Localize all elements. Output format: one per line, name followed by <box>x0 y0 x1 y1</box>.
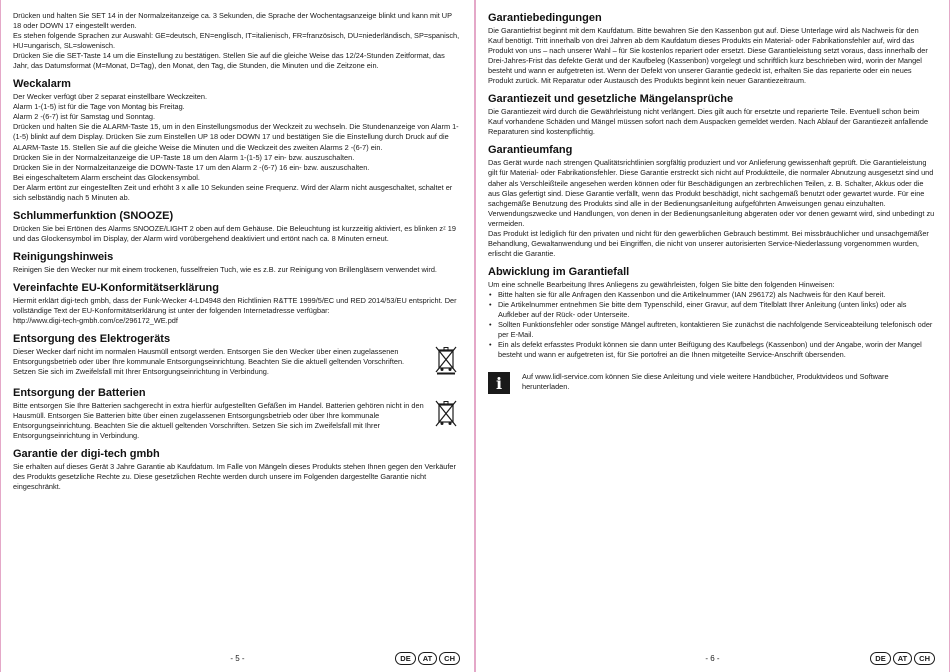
warranty-scope-paragraph: Das Produkt ist lediglich für den privaten und nicht für den gewerblichen Gebrauch bestimmt. Bei missbräuchlicher und unsachgemäßer Behandlung, Gewaltanwendung und bei Eingriffen, die nicht von unserer autorisierten Service-Niederlassung vorgenommen wurden, erlischt die Garantie. <box>488 228 929 258</box>
section-heading-cleaning: Reinigungshinweis <box>13 250 114 263</box>
weckalarm-paragraph: Drücken Sie in der Normalzeitanzeige die DOWN-Taste 17 um den Alarm 2 -(6-7) 16 ein- bzw. auszuschalten. <box>13 162 370 172</box>
info-note <box>488 372 935 394</box>
list-item: • Bitte halten sie für alle Anfragen den Kassenbon und die Artikelnummer (IAN 296172) als Nachweis für den Kauf bereit. <box>488 290 935 300</box>
eu-conformity-url: http://www.digi-tech-gmbh.com/ce/296172_WE.pdf <box>13 316 178 326</box>
eu-conformity-paragraph: Hiermit erklärt digi-tech gmbh, dass der Funk-Wecker 4-LD4948 den Richtlinien R&TTE 1999/5/EC und RED 2014/53/EU entspricht. Der vollständige Text der EU-Konformitätserklärung ist unter der folgenden Internetadresse verfügbar: <box>13 295 457 315</box>
crossed-out-bin-icon <box>434 399 460 434</box>
battery-disposal-block <box>13 401 460 441</box>
battery-disposal-paragraph: Bitte entsorgen Sie Ihre Batterien sachgerecht in extra hierfür aufgestellten Gefäßen im Handel. Batterien gehören nicht in den Hausmüll. Entsorgen Sie Batterien bitte über einen zugelassenen Entsorgungsbetrieb oder über Ihre kommunale Entsorgungseinrichtung. Beachten Sie die aktuell geltenden Vorschriften. Setzen Sie sich im Zweifelsfall mit Ihrer Entsorgungseinrichtung in Verbindung. <box>13 401 424 441</box>
section-heading-warranty-processing: Abwicklung im Garantiefall <box>488 265 630 278</box>
weckalarm-paragraph: Alarm 2 -(6-7) ist für Samstag und Sonntag. <box>13 112 156 122</box>
country-badge: DE <box>870 652 890 665</box>
country-badge: AT <box>418 652 437 665</box>
snooze-paragraph: Drücken Sie bei Ertönen des Alarms SNOOZE/LIGHT 2 oben auf dem Gehäuse. Die Beleuchtung ist kurzzeitig aktiviert, es blinken zᶻ 19 und das Glockensymbol im Display, der Alarm wird vorübergehend deaktiviert und ertönt nach ca. 8 Minuten erneut. <box>13 223 456 243</box>
weckalarm-paragraph: Drücken Sie in der Normalzeitanzeige die UP-Taste 18 um den Alarm 1-(1-5) 17 ein- bzw. auszuschalten. <box>13 152 355 162</box>
section-heading-battery-disposal: Entsorgung der Batterien <box>13 387 146 400</box>
country-badge: DE <box>395 652 415 665</box>
warranty-scope-paragraph: Das Gerät wurde nach strengen Qualitätsrichtlinien sorgfältig produziert und vor Anlieferung gewissenhaft geprüft. Die Garantieleistung gilt für Material- oder Fabrikationsfehler. Diese Garantie erstreckt sich nicht auf Produktteile, die normaler Abnutzung ausgesetzt sind und daher als Verschleißteile angesehen werden können oder für Beschädigungen an zerbrechlichen Teilen, z. B. Schalter, Akkus oder die aus Glas gefertigt sind. Diese Garantie verfällt, wenn das Produkt beschädigt, nicht sachgemäß benutzt oder gewartet wurde. Für eine sachgemäße Benutzung des Produkts sind alle in der Bedienungsanleitung aufgeführten Anweisungen genau einzuhalten. Verwendungszwecke und Handlungen, von denen in der Bedienungsanleitung abgeraten oder vor denen gewarnt wird, sind unbedingt zu vermeiden. <box>488 158 935 228</box>
section-heading-warranty-digitech: Garantie der digi-tech gmbh <box>13 448 160 461</box>
list-item: • Ein als defekt erfasstes Produkt können sie dann unter Beifügung des Kaufbelegs (Kassenbon) und der Angabe, worin der Mangel besteht und wann er aufgetreten ist, für Sie portofrei an die Ihnen mitgeteilte Service-Anschrift übersenden. <box>488 340 935 360</box>
list-item: • Sollten Funktionsfehler oder sonstige Mängel auftreten, kontaktieren Sie zunächst die nachfolgende Serviceabteilung telefonisch oder per E-Mail. <box>488 320 935 340</box>
right-page <box>475 0 950 672</box>
warranty-processing-paragraph: Um eine schnelle Bearbeitung Ihres Anliegens zu gewährleisten, folgen Sie bitte den folgenden Hinweisen: <box>488 279 835 289</box>
info-text: Auf www.lidl-service.com können Sie diese Anleitung und viele weitere Handbücher, Produktvideos und Software herunterladen. <box>522 372 889 392</box>
info-icon: i <box>488 372 510 394</box>
country-badge: AT <box>893 652 912 665</box>
country-badges <box>870 652 935 665</box>
warranty-processing-list <box>488 290 935 360</box>
weckalarm-paragraph: Der Alarm ertönt zur eingestellten Zeit und erhöht 3 x alle 10 Sekunden seine Frequenz. Wird der Alarm nicht ausgeschaltet, schaltet er sich selbständig nach 5 Minuten ab. <box>13 182 453 202</box>
section-heading-snooze: Schlummerfunktion (SNOOZE) <box>13 209 174 222</box>
section-heading-warranty-conditions: Garantiebedingungen <box>488 12 602 24</box>
device-disposal-paragraph: Dieser Wecker darf nicht im normalen Hausmüll entsorgt werden. Entsorgen Sie den Wecker über einen zugelassenen Entsorgungsbetrieb oder über Ihre kommunale Entsorgungseinrichtung. Beachten Sie die aktuell geltenden Vorschriften. Setzen Sie sich im Zweifelsfall mit Ihrer Entsorgungseinrichtung in Verbindung. <box>13 347 405 377</box>
weckalarm-paragraph: Bei eingeschaltetem Alarm erscheint das Glockensymbol. <box>13 172 200 182</box>
intro-paragraph-1: Drücken und halten Sie SET 14 in der Normalzeitanzeige ca. 3 Sekunden, die Sprache der Wochentagsanzeige blinkt und kann mit UP 18 oder DOWN 17 eingestellt werden. <box>13 11 452 31</box>
warranty-conditions-paragraph: Die Garantiefrist beginnt mit dem Kaufdatum. Bitte bewahren Sie den Kassenbon gut auf. Diese Unterlage wird als Nachweis für den Kauf benötigt. Tritt innerhalb von drei Jahren ab dem Kaufdatum dieses Produkts ein Material- oder Fabrikationsfehler auf, wird das Produkt von uns – nach unserer Wahl – für Sie kostenlos repariert oder ersetzt. Diese Garantieleistung setzt voraus, dass innerhalb der Drei-Jahres-Frist das defekte Gerät und der Kaufbeleg (Kassenbon) vorgelegt und schriftlich kurz beschrieben wird, worin der Mangel besteht und wann er aufgetreten ist. Wenn der Defekt von unserer Garantie gedeckt ist, erhalten Sie das reparierte oder ein neues Produkt zurück. Mit Reparatur oder Austausch des Produkts beginnt kein neuer Garantiezeitraum. <box>488 26 928 86</box>
intro-paragraph-3: Drücken Sie die SET-Taste 14 um die Einstellung zu bestätigen. Stellen Sie auf die gleiche Weise das 12/24-Stunden Zeitformat, das Jahr, das Datumsformat (M=Monat, D=Tag), den Monat, den Tag, die Stunden, die Minuten und die Zeitzone ein. <box>13 51 445 71</box>
section-heading-device-disposal: Entsorgung des Elektrogeräts <box>13 333 171 346</box>
section-heading-weckalarm: Weckalarm <box>13 78 71 91</box>
warranty-digitech-paragraph: Sie erhalten auf dieses Gerät 3 Jahre Garantie ab Kaufdatum. Im Falle von Mängeln dieses Produkts stehen Ihnen gegen den Verkäufer des Produkts gesetzliche Rechte zu. Diese gesetzlichen Rechte werden durch unsere im Folgenden dargestellte Garantie nicht eingeschränkt. <box>13 462 456 492</box>
intro-paragraph-2: Es stehen folgende Sprachen zur Auswahl: GE=deutsch, EN=englisch, IT=italienisch, FR=französisch, DU=niederländisch, SP=spanisch, HU=ungarisch, SL=slowenisch. <box>13 31 460 51</box>
country-badge: CH <box>439 652 460 665</box>
country-badges <box>395 652 460 665</box>
page-number: - 6 - <box>705 654 720 663</box>
crossed-out-bin-icon <box>434 345 460 380</box>
weckalarm-paragraph: Der Wecker verfügt über 2 separat einstellbare Weckzeiten. <box>13 92 208 102</box>
weckalarm-paragraph: Drücken und halten Sie die ALARM-Taste 15, um in den Einstellungsmodus der Weckzeit zu wechseln. Die Stundenanzeige von Alarm 1-(1-5) blinkt auf dem Display. Drücken Sie zum Einstellen UP 18 oder DOWN 17 und bestätigen Sie die Einstellung durch Druck auf die ALARM-Taste 15. Stellen Sie auf die gleiche Weise die Minuten und die Weckzeit des zweiten Alarms 2 -(6-7) ein. <box>13 122 459 152</box>
right-column <box>488 11 935 394</box>
cleaning-paragraph: Reinigen Sie den Wecker nur mit einem trockenen, fusselfreien Tuch, wie es z.B. zur Reinigung von Brillengläsern verwendet wird. <box>13 264 437 274</box>
country-badge: CH <box>914 652 935 665</box>
right-footer <box>476 652 949 666</box>
left-column <box>13 11 460 492</box>
section-heading-eu-conformity: Vereinfachte EU-Konformitätserklärung <box>13 281 219 294</box>
device-disposal-block <box>13 347 460 380</box>
page-number: - 5 - <box>230 654 245 663</box>
list-item: • Die Artikelnummer entnehmen Sie bitte dem Typenschild, einer Gravur, auf dem Titelblatt Ihrer Anleitung (unten links) oder als Aufkleber auf der Rück- oder Unterseite. <box>488 300 935 320</box>
section-heading-warranty-scope: Garantieumfang <box>488 144 573 157</box>
left-footer <box>1 652 474 666</box>
section-heading-warranty-period: Garantiezeit und gesetzliche Mängelansprüche <box>488 93 734 106</box>
warranty-period-paragraph: Die Garantiezeit wird durch die Gewährleistung nicht verlängert. Dies gilt auch für ersetzte und reparierte Teile. Eventuell schon beim Kauf vorhandene Schäden und Mängel müssen sofort nach dem Auspacken gemeldet werden. Nach Ablauf der Garantiezeit anfallende Reparaturen sind kostenpflichtig. <box>488 107 929 137</box>
weckalarm-paragraph: Alarm 1-(1-5) ist für die Tage von Montag bis Freitag. <box>13 102 185 112</box>
